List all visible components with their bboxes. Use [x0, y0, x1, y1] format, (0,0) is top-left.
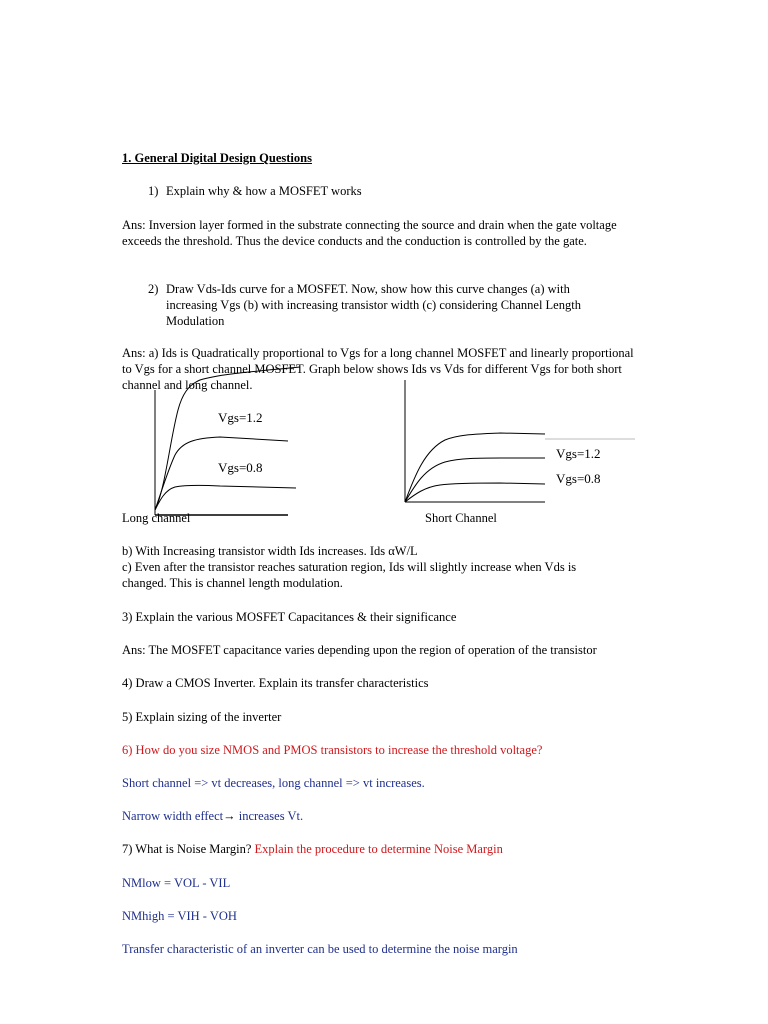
long-channel-label-low: Vgs=0.8 — [218, 460, 263, 475]
question-7-text: 7) What is Noise Margin? — [122, 842, 255, 856]
long-channel-label-high: Vgs=1.2 — [218, 410, 263, 425]
answer-6b — [122, 808, 303, 824]
question-3: 3) Explain the various MOSFET Capacitances & their significance — [122, 610, 457, 624]
question-1-text: Explain why & how a MOSFET works — [166, 184, 362, 198]
question-5: 5) Explain sizing of the inverter — [122, 710, 282, 724]
nm-high: NMhigh = VIH - VOH — [122, 909, 237, 923]
long-channel-curve-low — [155, 485, 296, 510]
nm-low: NMlow = VOL - VIL — [122, 876, 231, 890]
answer-2a: Ans: a) Ids is Quadratically proportional to Vgs for a long channel MOSFET and linearly proportional to Vgs for a short channel MOSFET. Graph below shows Ids vs Vds for different Vgs for both short channel and long channel. — [122, 346, 634, 392]
answer-2c: c) Even after the transistor reaches saturation region, Ids will slightly increase when Vds is changed. This is channel length modulation. — [122, 560, 577, 590]
question-2-number: 2) — [148, 282, 159, 296]
question-7-red: Explain the procedure to determine Noise Margin — [254, 842, 503, 856]
transfer-note: Transfer characteristic of an inverter can be used to determine the noise margin — [122, 942, 518, 956]
long-channel-graph — [120, 370, 310, 530]
question-6: 6) How do you size NMOS and PMOS transistors to increase the threshold voltage? — [122, 743, 543, 757]
short-channel-curve-mid — [405, 458, 545, 502]
short-channel-label-low: Vgs=0.8 — [556, 471, 601, 486]
short-channel-label-high: Vgs=1.2 — [556, 446, 601, 461]
arrow-icon: → — [223, 809, 236, 823]
question-7 — [122, 841, 503, 857]
answer-6b-tail: increases Vt. — [235, 809, 304, 823]
question-1 — [148, 183, 362, 199]
short-channel-curve-low — [405, 483, 545, 502]
short-channel-caption: Short Channel — [425, 511, 497, 525]
long-channel-curve-high — [155, 367, 300, 510]
question-2 — [148, 281, 618, 328]
answer-6b-text: Narrow width effect — [122, 809, 224, 823]
long-channel-caption: Long channel — [122, 511, 191, 525]
answer-1: Ans: Inversion layer formed in the substrate connecting the source and drain when the gate voltage exceeds the threshold. Thus the device conducts and the conduction is controlled by the gate. — [122, 218, 617, 248]
answer-2b: b) With Increasing transistor width Ids increases. Ids αW/L — [122, 544, 418, 558]
answer-6a: Short channel => vt decreases, long channel => vt increases. — [122, 776, 425, 790]
question-1-number: 1) — [148, 184, 159, 198]
question-4: 4) Draw a CMOS Inverter. Explain its transfer characteristics — [122, 676, 429, 690]
section-heading: 1. General Digital Design Questions — [122, 151, 312, 165]
question-2-text: Draw Vds-Ids curve for a MOSFET. Now, show how this curve changes (a) with increasing Vgs (b) with increasing transistor width (c) considering Channel Length Modulation — [166, 282, 581, 328]
answer-3: Ans: The MOSFET capacitance varies depending upon the region of operation of the transistor — [122, 643, 597, 657]
short-channel-graph — [400, 370, 640, 510]
short-channel-curve-high — [405, 433, 545, 502]
